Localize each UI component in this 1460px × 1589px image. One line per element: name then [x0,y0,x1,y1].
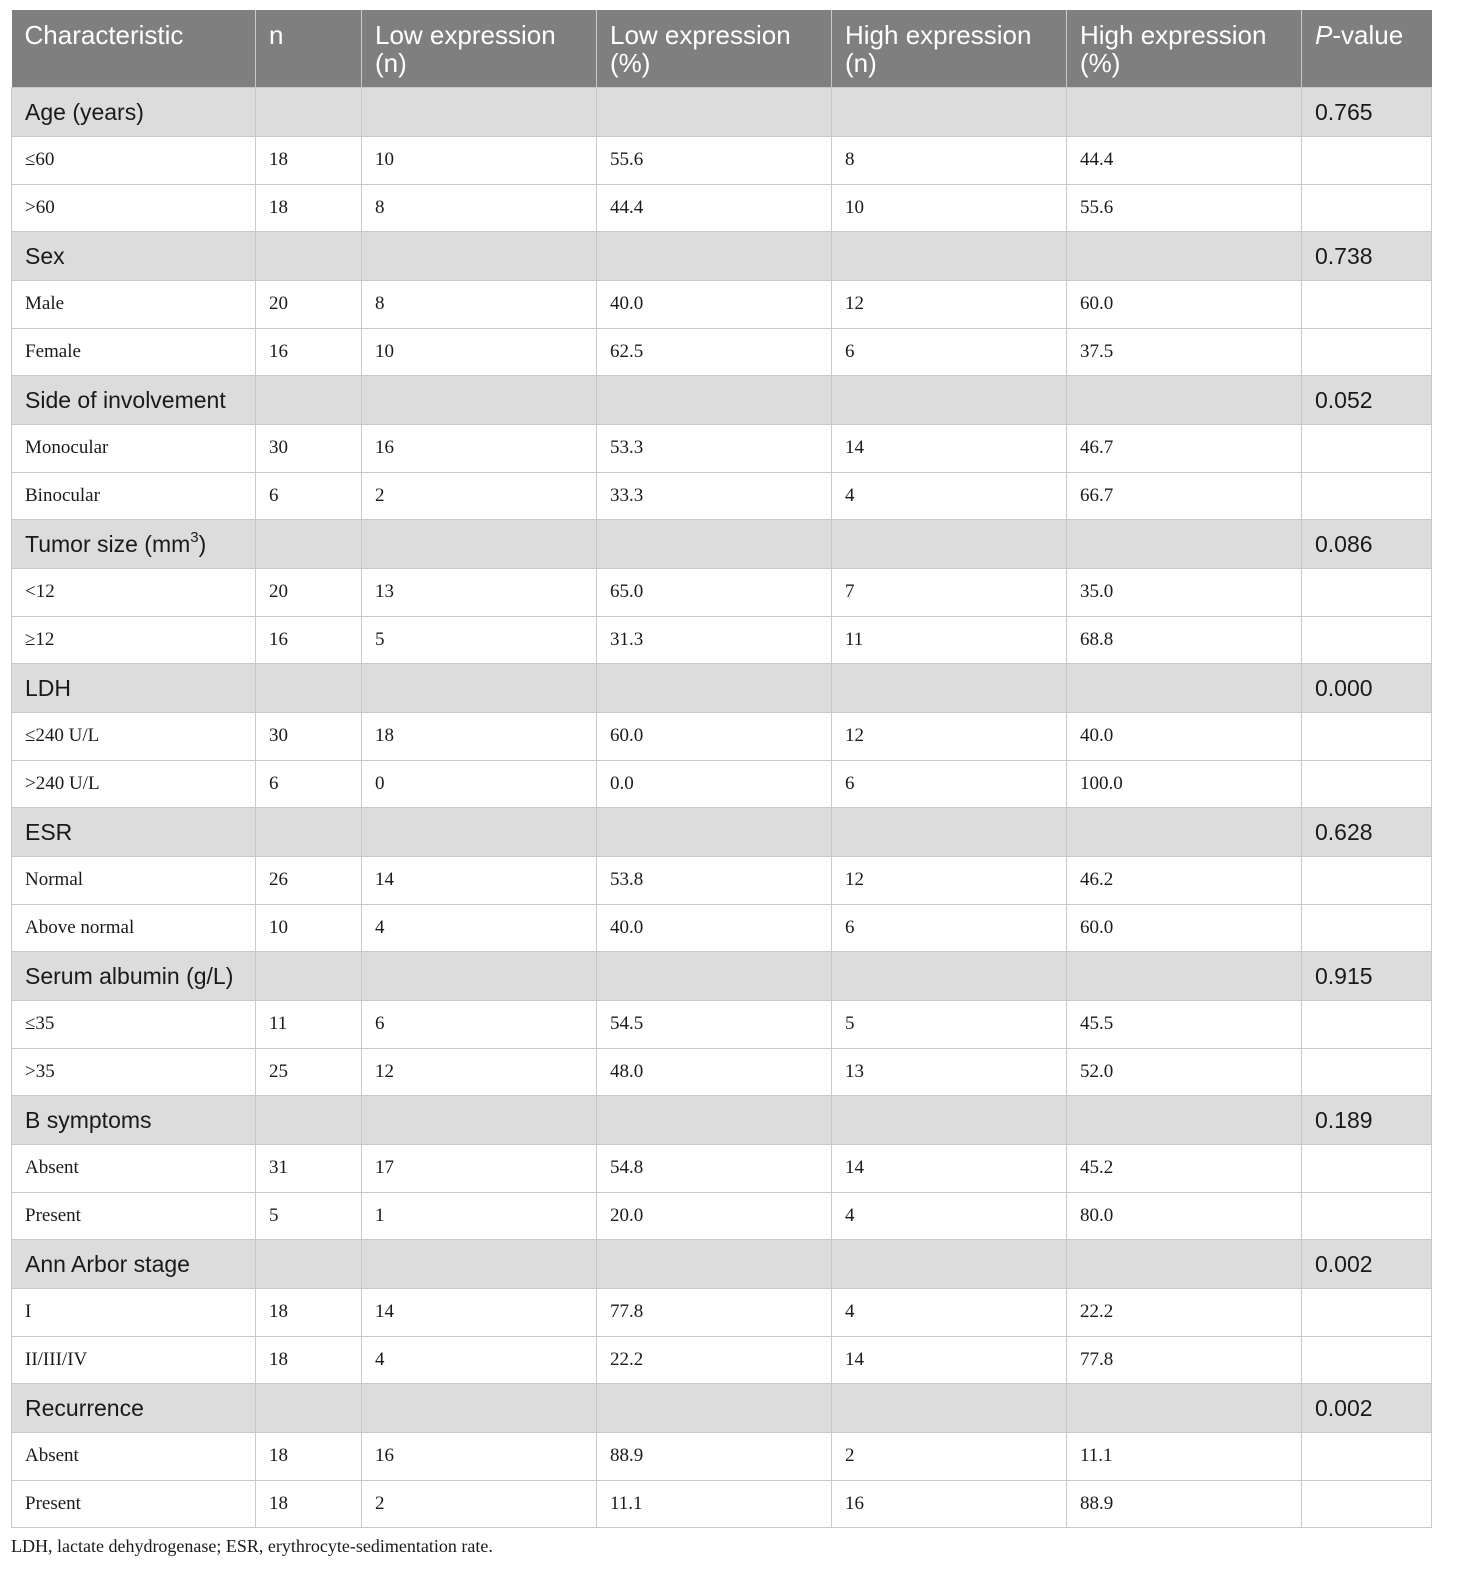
row-low-n: 12 [362,1048,597,1096]
section-row [12,376,1432,425]
row-n: 16 [256,328,362,376]
row-high-pct: 80.0 [1067,1192,1302,1240]
row-p-empty [1302,616,1432,664]
section-empty-cell [832,1096,1067,1145]
section-empty-cell [362,1384,597,1433]
section-label: Tumor size $(mm^3)$ [12,520,256,569]
row-low-pct: 88.9 [597,1433,832,1481]
table-row [12,857,1432,905]
section-empty-cell [597,376,832,425]
section-empty-cell [256,88,362,137]
row-high-n: 2 [832,1433,1067,1481]
row-p-empty [1302,184,1432,232]
row-n: 11 [256,1001,362,1049]
section-empty-cell [256,376,362,425]
section-empty-cell [1067,1096,1302,1145]
section-empty-cell [1067,88,1302,137]
row-n: 6 [256,760,362,808]
row-low-n: 2 [362,1480,597,1528]
table-row [12,137,1432,185]
section-empty-cell [1067,808,1302,857]
section-label: Age (years) [12,88,256,137]
row-p-empty [1302,328,1432,376]
row-category: Absent [12,1433,256,1481]
characteristics-table-container [11,10,1431,1528]
p-value-cell: 0.002 [1302,1384,1432,1433]
section-empty-cell [832,232,1067,281]
header-characteristic: Characteristic [12,10,256,88]
row-low-pct: 40.0 [597,281,832,329]
p-value-cell: 0.002 [1302,1240,1432,1289]
row-category: Male [12,281,256,329]
section-row [12,1384,1432,1433]
row-high-n: 8 [832,137,1067,185]
section-empty-cell [362,952,597,1001]
table-row [12,1480,1432,1528]
p-value-cell: 0.628 [1302,808,1432,857]
header-low-expression-n: Low expression (n) [362,10,597,88]
row-p-empty [1302,713,1432,761]
table-row [12,904,1432,952]
row-p-empty [1302,1289,1432,1337]
section-empty-cell [256,1240,362,1289]
section-empty-cell [362,376,597,425]
row-category: I [12,1289,256,1337]
section-label: Ann Arbor stage [12,1240,256,1289]
row-high-n: 12 [832,713,1067,761]
row-n: 18 [256,1289,362,1337]
row-low-pct: 0.0 [597,760,832,808]
table-body [12,88,1432,1528]
row-p-empty [1302,1048,1432,1096]
row-category: Female [12,328,256,376]
row-n: 16 [256,616,362,664]
row-low-pct: 44.4 [597,184,832,232]
row-low-pct: 54.5 [597,1001,832,1049]
section-empty-cell [1067,1240,1302,1289]
section-empty-cell [597,232,832,281]
table-row [12,184,1432,232]
section-empty-cell [597,664,832,713]
row-category: Above normal [12,904,256,952]
section-empty-cell [597,1240,832,1289]
row-n: 18 [256,137,362,185]
section-label: Side of involvement [12,376,256,425]
section-label: Sex [12,232,256,281]
row-n: 18 [256,1480,362,1528]
row-low-pct: 77.8 [597,1289,832,1337]
characteristics-table [11,10,1432,1528]
row-p-empty [1302,1192,1432,1240]
p-value-cell: 0.086 [1302,520,1432,569]
table-row [12,1192,1432,1240]
table-header [12,10,1432,88]
row-low-pct: 40.0 [597,904,832,952]
table-footnote: LDH, lactate dehydrogenase; ESR, erythrocyte-sedimentation rate. [11,1536,493,1556]
row-high-n: 6 [832,328,1067,376]
row-low-pct: 53.3 [597,425,832,473]
row-low-n: 17 [362,1145,597,1193]
section-empty-cell [832,1384,1067,1433]
row-high-pct: 60.0 [1067,281,1302,329]
row-high-pct: 46.2 [1067,857,1302,905]
row-p-empty [1302,1433,1432,1481]
row-low-pct: 31.3 [597,616,832,664]
section-empty-cell [597,520,832,569]
section-label: Serum albumin (g/L) [12,952,256,1001]
row-p-empty [1302,472,1432,520]
row-category: Monocular [12,425,256,473]
row-n: 30 [256,425,362,473]
table-row [12,472,1432,520]
header-p-value: P-value [1302,10,1432,88]
row-n: 20 [256,569,362,617]
row-high-pct: 68.8 [1067,616,1302,664]
table-row [12,1048,1432,1096]
table-row [12,1336,1432,1384]
row-high-n: 11 [832,616,1067,664]
row-low-pct: 53.8 [597,857,832,905]
header-n: n [256,10,362,88]
row-high-pct: 100.0 [1067,760,1302,808]
row-high-pct: 11.1 [1067,1433,1302,1481]
table-row [12,1289,1432,1337]
row-p-empty [1302,857,1432,905]
row-high-n: 12 [832,281,1067,329]
row-low-n: 4 [362,1336,597,1384]
row-low-n: 5 [362,616,597,664]
row-category: Present [12,1480,256,1528]
row-low-n: 1 [362,1192,597,1240]
row-high-n: 13 [832,1048,1067,1096]
p-value-cell: 0.915 [1302,952,1432,1001]
row-low-n: 13 [362,569,597,617]
section-row [12,664,1432,713]
section-label: B symptoms [12,1096,256,1145]
row-high-pct: 88.9 [1067,1480,1302,1528]
p-value-cell: 0.765 [1302,88,1432,137]
row-high-pct: 45.2 [1067,1145,1302,1193]
section-empty-cell [832,952,1067,1001]
row-low-n: 10 [362,328,597,376]
row-category: Absent [12,1145,256,1193]
row-p-empty [1302,904,1432,952]
row-high-n: 4 [832,472,1067,520]
section-empty-cell [256,808,362,857]
row-n: 30 [256,713,362,761]
section-row [12,1240,1432,1289]
row-high-pct: 60.0 [1067,904,1302,952]
row-p-empty [1302,1145,1432,1193]
section-empty-cell [597,1384,832,1433]
row-low-pct: 65.0 [597,569,832,617]
section-empty-cell [832,376,1067,425]
row-high-n: 14 [832,425,1067,473]
row-low-n: 14 [362,857,597,905]
row-n: 20 [256,281,362,329]
row-high-pct: 22.2 [1067,1289,1302,1337]
section-empty-cell [1067,520,1302,569]
row-category: >60 [12,184,256,232]
row-low-pct: 60.0 [597,713,832,761]
table-row [12,1145,1432,1193]
row-n: 26 [256,857,362,905]
header-low-expression-pct: Low expression (%) [597,10,832,88]
row-high-n: 16 [832,1480,1067,1528]
section-empty-cell [832,1240,1067,1289]
table-row [12,281,1432,329]
row-category: Normal [12,857,256,905]
row-p-empty [1302,281,1432,329]
section-empty-cell [362,808,597,857]
table-row [12,760,1432,808]
section-empty-cell [256,232,362,281]
row-high-pct: 35.0 [1067,569,1302,617]
row-p-empty [1302,137,1432,185]
row-low-n: 8 [362,281,597,329]
row-low-n: 8 [362,184,597,232]
row-n: 25 [256,1048,362,1096]
row-n: 10 [256,904,362,952]
row-p-empty [1302,425,1432,473]
row-high-n: 12 [832,857,1067,905]
row-n: 5 [256,1192,362,1240]
section-empty-cell [362,232,597,281]
section-empty-cell [832,808,1067,857]
row-n: 31 [256,1145,362,1193]
row-category: II/III/IV [12,1336,256,1384]
p-value-cell: 0.052 [1302,376,1432,425]
section-empty-cell [256,952,362,1001]
row-low-n: 2 [362,472,597,520]
row-low-pct: 54.8 [597,1145,832,1193]
row-category: ≥12 [12,616,256,664]
row-category: <12 [12,569,256,617]
row-high-pct: 46.7 [1067,425,1302,473]
section-empty-cell [832,664,1067,713]
row-low-pct: 22.2 [597,1336,832,1384]
header-high-expression-pct: High expression (%) [1067,10,1302,88]
section-empty-cell [597,952,832,1001]
section-empty-cell [362,1096,597,1145]
row-p-empty [1302,569,1432,617]
row-n: 18 [256,184,362,232]
table-row [12,328,1432,376]
section-empty-cell [362,520,597,569]
row-p-empty [1302,1001,1432,1049]
row-low-n: 10 [362,137,597,185]
row-high-pct: 77.8 [1067,1336,1302,1384]
section-empty-cell [1067,664,1302,713]
section-empty-cell [1067,1384,1302,1433]
section-label: LDH [12,664,256,713]
table-row [12,713,1432,761]
row-low-n: 18 [362,713,597,761]
row-low-n: 16 [362,425,597,473]
section-empty-cell [1067,376,1302,425]
row-high-pct: 44.4 [1067,137,1302,185]
row-n: 18 [256,1433,362,1481]
section-label: ESR [12,808,256,857]
row-low-n: 16 [362,1433,597,1481]
header-high-expression-n: High expression (n) [832,10,1067,88]
row-p-empty [1302,1480,1432,1528]
row-high-n: 14 [832,1336,1067,1384]
section-row [12,88,1432,137]
row-n: 18 [256,1336,362,1384]
row-high-n: 7 [832,569,1067,617]
p-value-cell: 0.738 [1302,232,1432,281]
row-category: ≤35 [12,1001,256,1049]
p-value-cell: 0.000 [1302,664,1432,713]
row-high-n: 14 [832,1145,1067,1193]
row-p-empty [1302,760,1432,808]
row-category: Binocular [12,472,256,520]
header-row [12,10,1432,88]
row-low-pct: 11.1 [597,1480,832,1528]
row-low-pct: 33.3 [597,472,832,520]
section-empty-cell [256,1384,362,1433]
row-low-pct: 62.5 [597,328,832,376]
section-row [12,520,1432,569]
row-low-n: 14 [362,1289,597,1337]
row-high-pct: 66.7 [1067,472,1302,520]
row-high-pct: 40.0 [1067,713,1302,761]
section-empty-cell [597,808,832,857]
row-high-n: 6 [832,760,1067,808]
row-high-n: 4 [832,1192,1067,1240]
section-empty-cell [362,664,597,713]
section-empty-cell [597,88,832,137]
section-empty-cell [362,88,597,137]
table-row [12,1001,1432,1049]
row-category: ≤60 [12,137,256,185]
table-row [12,425,1432,473]
p-value-cell: 0.189 [1302,1096,1432,1145]
table-row [12,569,1432,617]
row-p-empty [1302,1336,1432,1384]
row-low-pct: 48.0 [597,1048,832,1096]
section-empty-cell [597,1096,832,1145]
row-low-n: 4 [362,904,597,952]
row-high-pct: 55.6 [1067,184,1302,232]
row-category: >240 U/L [12,760,256,808]
row-high-n: 5 [832,1001,1067,1049]
section-empty-cell [1067,952,1302,1001]
table-row [12,616,1432,664]
section-label: Recurrence [12,1384,256,1433]
row-low-n: 0 [362,760,597,808]
row-category: >35 [12,1048,256,1096]
section-empty-cell [832,88,1067,137]
row-low-pct: 55.6 [597,137,832,185]
row-high-pct: 52.0 [1067,1048,1302,1096]
row-high-n: 6 [832,904,1067,952]
section-row [12,952,1432,1001]
section-empty-cell [1067,232,1302,281]
row-n: 6 [256,472,362,520]
row-high-n: 4 [832,1289,1067,1337]
row-high-pct: 45.5 [1067,1001,1302,1049]
section-row [12,1096,1432,1145]
row-category: Present [12,1192,256,1240]
section-empty-cell [832,520,1067,569]
row-high-n: 10 [832,184,1067,232]
row-high-pct: 37.5 [1067,328,1302,376]
section-empty-cell [256,664,362,713]
row-low-n: 6 [362,1001,597,1049]
section-row [12,232,1432,281]
row-category: ≤240 U/L [12,713,256,761]
row-low-pct: 20.0 [597,1192,832,1240]
section-row [12,808,1432,857]
section-empty-cell [256,1096,362,1145]
section-empty-cell [362,1240,597,1289]
table-row [12,1433,1432,1481]
section-empty-cell [256,520,362,569]
